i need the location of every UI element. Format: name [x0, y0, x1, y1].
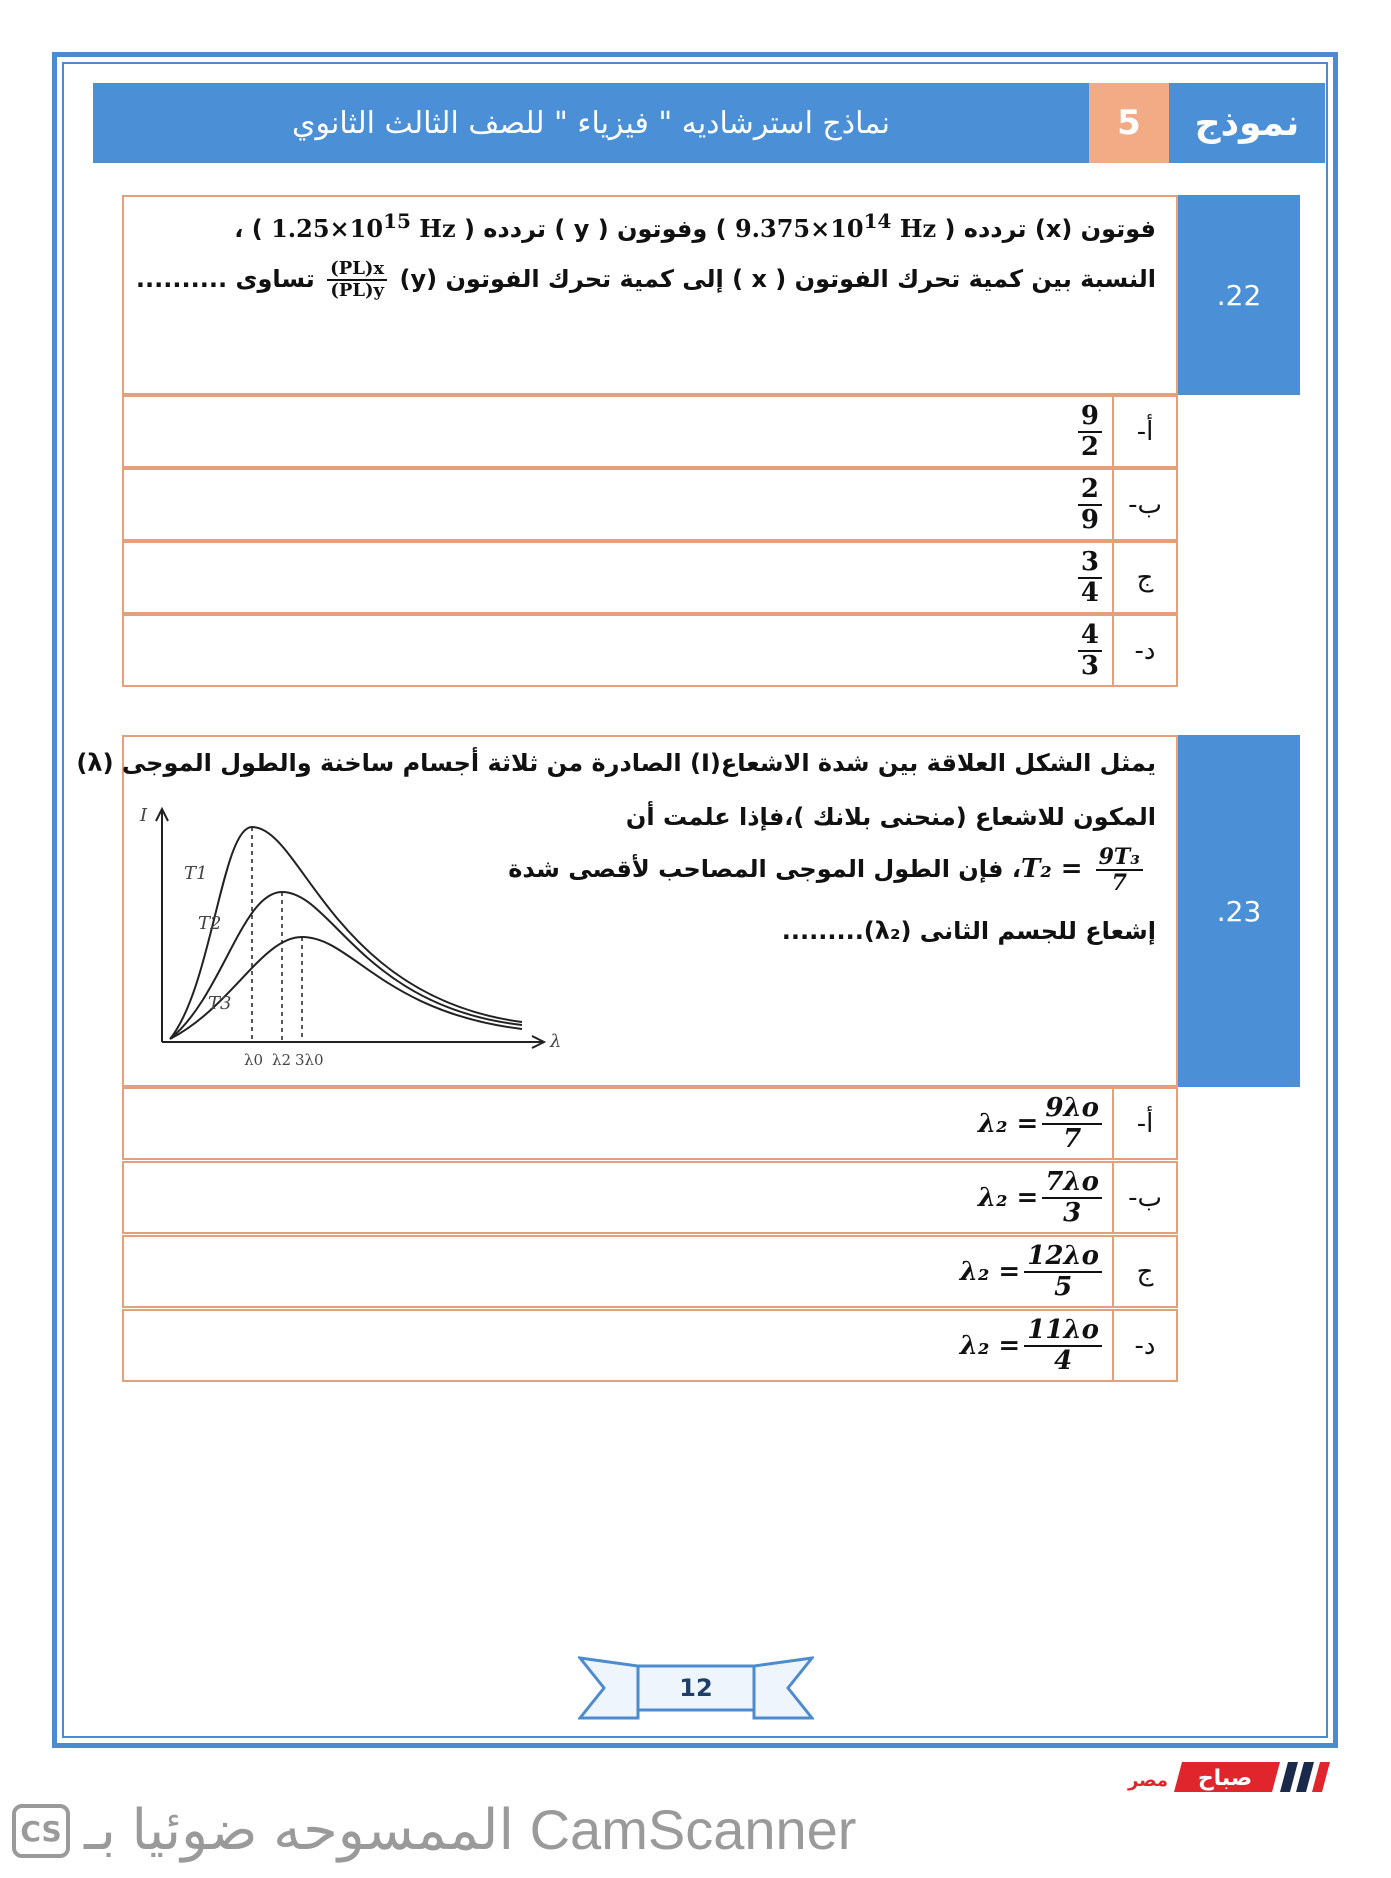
tick-lambda2: λ2	[272, 1051, 292, 1069]
option-letter: أ-	[1112, 397, 1176, 466]
q22-options	[122, 395, 1178, 687]
logo-graphic	[1120, 1758, 1336, 1798]
option-value: $\frac{4}{3}$	[1078, 621, 1102, 680]
option-value: $\frac{9}{2}$	[1078, 402, 1102, 461]
page-header	[93, 83, 1325, 163]
q23-option-d[interactable]	[122, 1309, 1178, 1382]
q23-options	[122, 1087, 1178, 1383]
header-model-number: 5	[1089, 83, 1169, 163]
x-axis-label: λ	[550, 1031, 562, 1052]
question-22-number: .22	[1178, 195, 1300, 395]
sabah-masr-logo	[1120, 1758, 1336, 1798]
svg-text:مصر: مصر	[1127, 1770, 1169, 1791]
option-value: $\frac{3}{4}$	[1078, 548, 1102, 607]
q22-option-a[interactable]	[122, 395, 1178, 468]
option-letter: د-	[1112, 616, 1176, 685]
option-value: $\frac{9\lambda o}{7}$	[1042, 1094, 1102, 1153]
curve-label-t2: T2	[198, 913, 222, 934]
option-letter: أ-	[1112, 1089, 1176, 1158]
option-letter: ج	[1112, 543, 1176, 612]
q23-line4: إشعاع للجسم الثانى (λ₂).........	[781, 917, 1156, 945]
page-number: 12	[679, 1674, 713, 1702]
option-letter: د-	[1112, 1311, 1176, 1380]
header-title: نماذج استرشاديه " فيزياء " للصف الثالث الثانوي	[93, 83, 1089, 163]
question-23-box	[76, 735, 1178, 1087]
header-model-label: نموذج	[1169, 83, 1325, 163]
option-letter: ب-	[1112, 1163, 1176, 1232]
option-value: $\frac{2}{9}$	[1078, 475, 1102, 534]
camscanner-text: الممسوحه ضوئيا بـ CamScanner	[84, 1798, 857, 1861]
camscanner-watermark	[12, 1790, 912, 1870]
option-lhs: λ₂ =	[977, 1108, 1039, 1139]
ribbon-left-tail	[580, 1658, 638, 1718]
question-22-box	[122, 195, 1178, 395]
camscanner-badge: CS	[12, 1804, 70, 1858]
q22-option-b[interactable]	[122, 468, 1178, 541]
option-value: $\frac{11\lambda o}{4}$	[1024, 1316, 1102, 1375]
q23-line2: المكون للاشعاع (منحنى بلانك )،فإذا علمت أن	[625, 803, 1156, 831]
option-value: $\frac{12\lambda o}{5}$	[1024, 1242, 1102, 1301]
curve-label-t3: T3	[208, 993, 232, 1014]
q22-line1: فوتون (x) تردده ( $9.375\times 10^{14}$ Hz ) وفوتون ( y ) تردده ( $1.25\times 10^{15}$ Hz ) ،	[234, 209, 1156, 243]
option-lhs: λ₂ =	[959, 1330, 1021, 1361]
q23-option-a[interactable]	[122, 1087, 1178, 1160]
tick-lambda0: λ0	[244, 1051, 264, 1069]
planck-curve-graph	[132, 797, 572, 1082]
tick-3lambda0: 3λ0	[295, 1051, 324, 1069]
q23-line3: T₂ = $\frac{\text{9T₃}}{7}$ ، فإن الطول الموجى المصاحب لأقصى شدة	[508, 845, 1156, 895]
svg-text:صباح: صباح	[1197, 1766, 1253, 1791]
ribbon-right-tail	[754, 1658, 812, 1718]
curve-t3	[170, 937, 522, 1039]
curve-t2	[170, 892, 522, 1039]
option-letter: ب-	[1112, 470, 1176, 539]
q23-option-c[interactable]	[122, 1235, 1178, 1308]
q22-line2: النسبة بين كمية تحرك الفوتون ( x ) إلى كمية تحرك الفوتون (y) $\frac{(PL)x}{(PL)y}$ تساوى ..........	[135, 258, 1156, 301]
curve-label-t1: T1	[184, 863, 208, 884]
option-letter: ج	[1112, 1237, 1176, 1306]
q23-option-b[interactable]	[122, 1161, 1178, 1234]
q23-line1: يمثل الشكل العلاقة بين شدة الاشعاع(I) الصادرة من ثلاثة أجسام ساخنة والطول الموجى (λ)	[76, 749, 1156, 777]
option-lhs: λ₂ =	[977, 1182, 1039, 1213]
option-lhs: λ₂ =	[959, 1256, 1021, 1287]
y-axis-label: I	[140, 805, 148, 826]
q22-option-d[interactable]	[122, 614, 1178, 687]
q22-option-c[interactable]	[122, 541, 1178, 614]
question-23-number: .23	[1178, 735, 1300, 1087]
option-value: $\frac{7\lambda o}{3}$	[1042, 1168, 1102, 1227]
